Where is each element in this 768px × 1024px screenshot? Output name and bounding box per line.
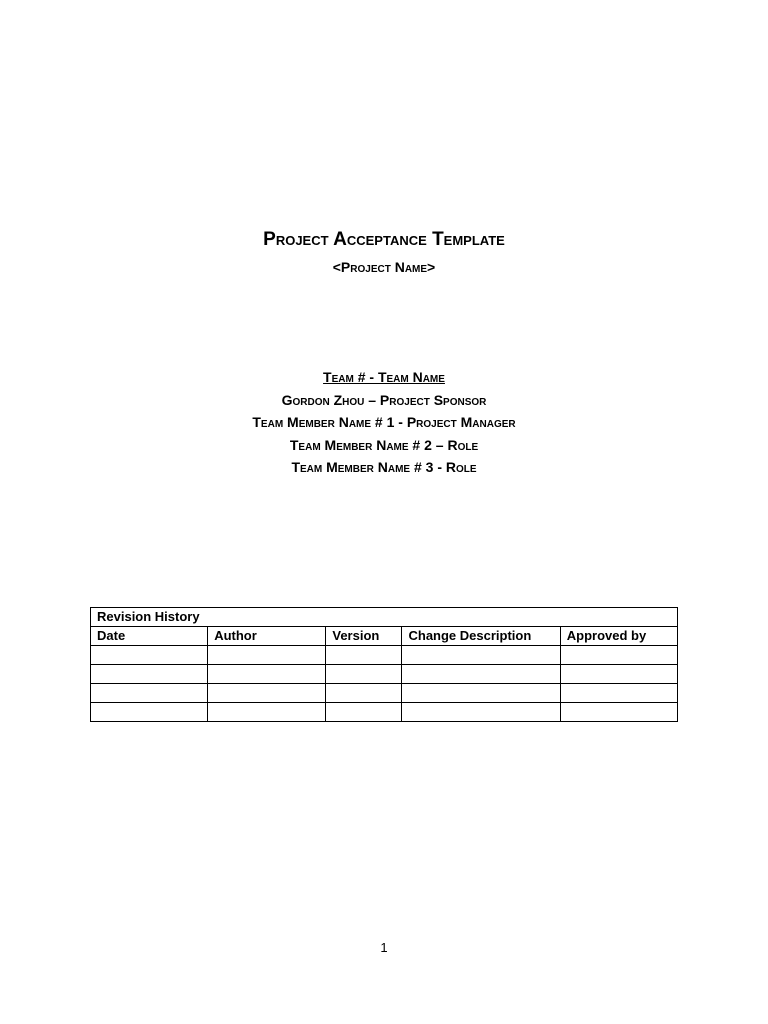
revision-history-table xyxy=(90,607,678,722)
table-cell[interactable] xyxy=(326,684,402,703)
revision-history-caption: Revision History xyxy=(91,608,678,627)
table-cell[interactable] xyxy=(402,703,560,722)
table-cell[interactable] xyxy=(208,703,326,722)
table-cell[interactable] xyxy=(208,646,326,665)
table-cell[interactable] xyxy=(91,703,208,722)
table-cell[interactable] xyxy=(402,646,560,665)
table-cell[interactable] xyxy=(326,646,402,665)
table-cell[interactable] xyxy=(91,665,208,684)
table-cell[interactable] xyxy=(560,646,677,665)
team-block xyxy=(0,366,768,479)
page-number: 1 xyxy=(380,940,388,955)
table-cell[interactable] xyxy=(208,684,326,703)
team-member-2: Team Member Name # 2 – Role xyxy=(289,436,479,453)
team-heading: Team # - Team Name xyxy=(323,369,445,385)
table-cell[interactable] xyxy=(208,665,326,684)
column-header-date: Date xyxy=(91,627,208,646)
document-title: Project Acceptance Template xyxy=(263,229,505,250)
project-name-placeholder: <Project Name> xyxy=(332,259,436,275)
title-block xyxy=(0,228,768,276)
table-cell[interactable] xyxy=(402,684,560,703)
table-row xyxy=(91,684,678,703)
table-row xyxy=(91,646,678,665)
table-cell[interactable] xyxy=(326,703,402,722)
column-header-change-description: Change Description xyxy=(402,627,560,646)
team-member-1: Team Member Name # 1 - Project Manager xyxy=(252,414,516,430)
table-row xyxy=(91,703,678,722)
column-header-version: Version xyxy=(326,627,402,646)
table-cell[interactable] xyxy=(326,665,402,684)
table-cell[interactable] xyxy=(560,684,677,703)
team-member-3: Team Member Name # 3 - Role xyxy=(291,459,477,475)
table-cell[interactable] xyxy=(91,684,208,703)
table-cell[interactable] xyxy=(402,665,560,684)
table-row xyxy=(91,665,678,684)
team-member-sponsor: Gordon Zhou – Project Sponsor xyxy=(281,391,487,408)
table-cell[interactable] xyxy=(560,665,677,684)
column-header-author: Author xyxy=(208,627,326,646)
table-cell[interactable] xyxy=(91,646,208,665)
revision-history-header-row xyxy=(91,627,678,646)
table-cell[interactable] xyxy=(560,703,677,722)
revision-history-caption-row xyxy=(91,608,678,627)
column-header-approved-by: Approved by xyxy=(560,627,677,646)
